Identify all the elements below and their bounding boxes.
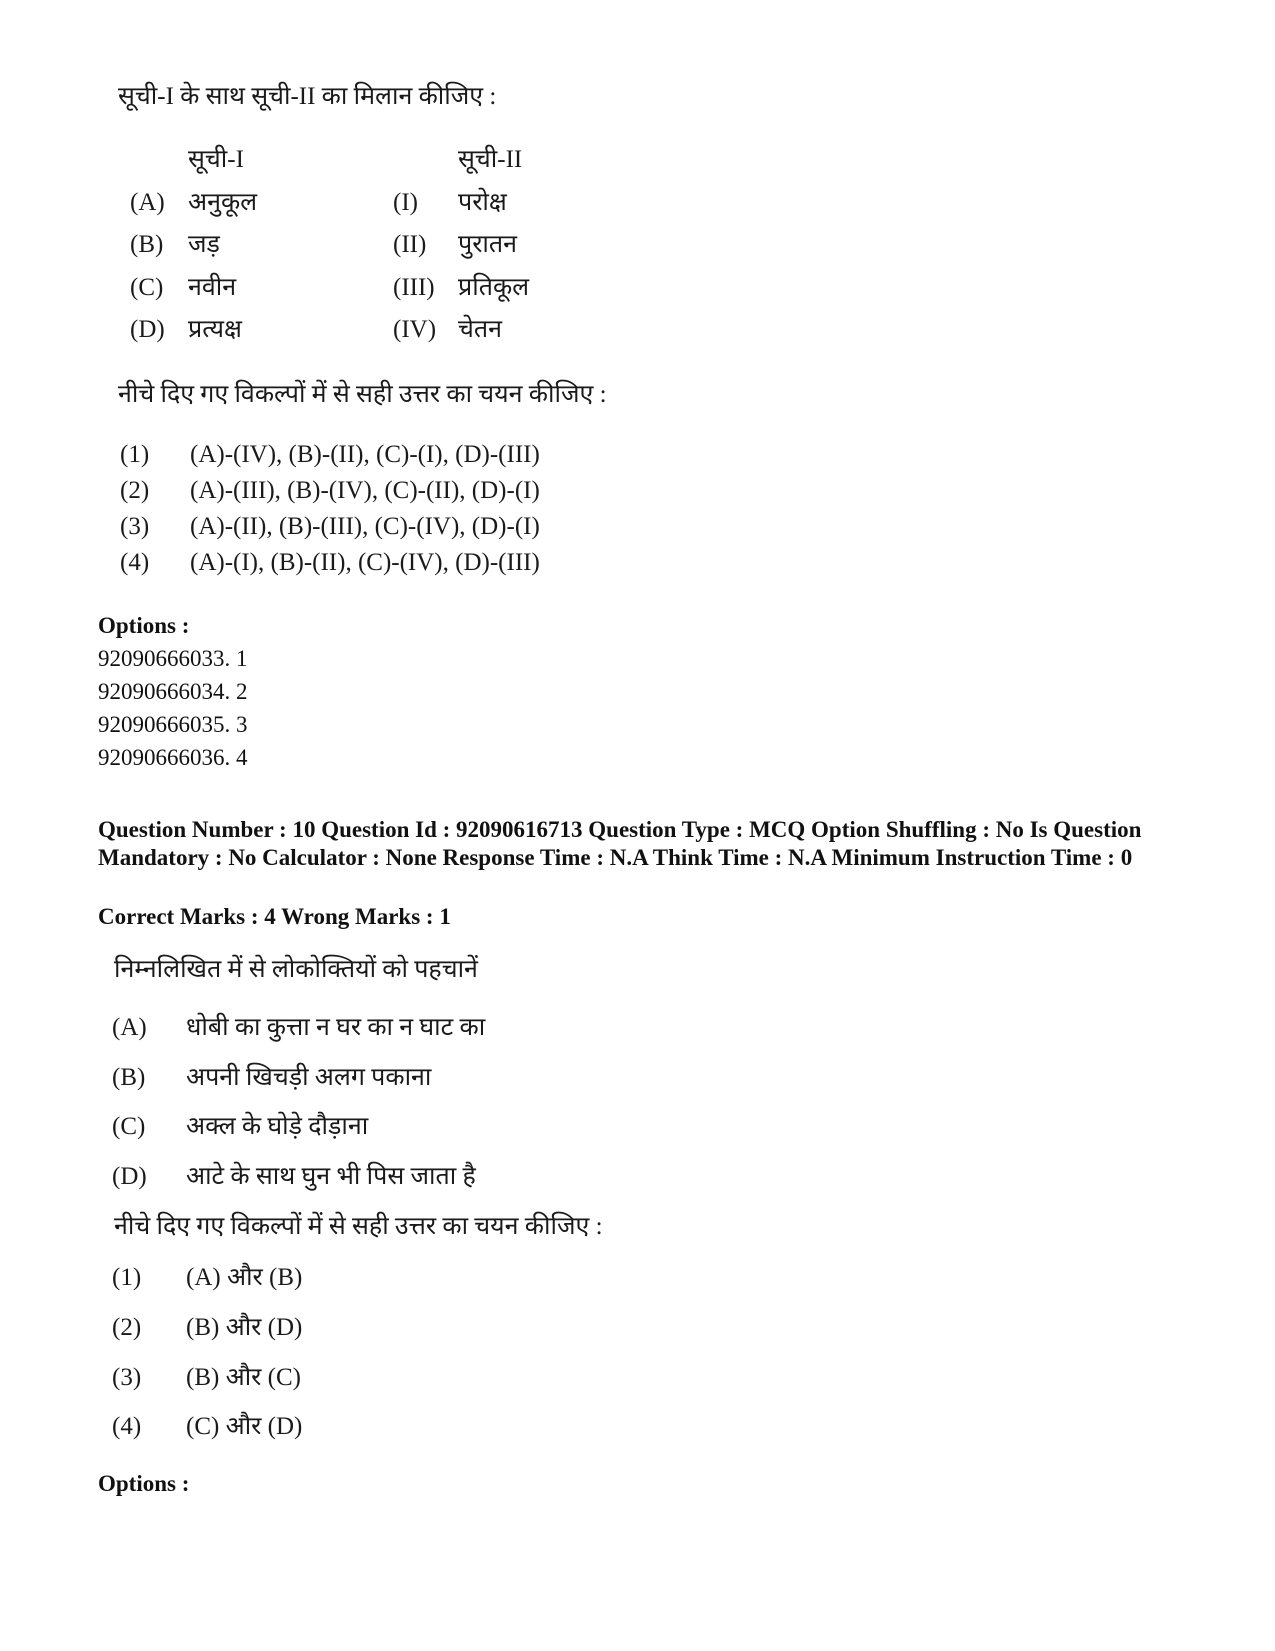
proverb-item: अक्ल के घोड़े दौड़ाना bbox=[186, 1113, 369, 1140]
list1-label: (D) bbox=[130, 316, 165, 343]
choice-number: (2) bbox=[112, 1314, 142, 1341]
q9-choose-instruction: नीचे दिए गए विकल्पों में से सही उत्तर का चयन कीजिए : bbox=[118, 381, 607, 408]
item-label: (A) bbox=[112, 1014, 147, 1041]
choice-number: (4) bbox=[120, 549, 150, 576]
choice-text: (B) और (D) bbox=[186, 1314, 303, 1341]
list1-item: प्रत्यक्ष bbox=[188, 316, 242, 343]
list1-heading: सूची-I bbox=[188, 146, 244, 173]
proverb-item: धोबी का कुत्ता न घर का न घाट का bbox=[186, 1014, 486, 1041]
proverb-item: अपनी खिचड़ी अलग पकाना bbox=[186, 1064, 432, 1091]
q9-options-label: Options : bbox=[98, 613, 190, 638]
list2-item: परोक्ष bbox=[458, 189, 507, 216]
list2-label: (I) bbox=[393, 189, 418, 216]
choice-text: (C) और (D) bbox=[186, 1413, 303, 1440]
q10-choose-instruction: नीचे दिए गए विकल्पों में से सही उत्तर का चयन कीजिए : bbox=[114, 1213, 603, 1240]
choice-number: (3) bbox=[112, 1364, 142, 1391]
list1-item: अनुकूल bbox=[188, 189, 258, 216]
option-item: 92090666036. 4 bbox=[98, 745, 248, 770]
choice-number: (1) bbox=[112, 1264, 142, 1291]
option-item: 92090666035. 3 bbox=[98, 712, 248, 737]
item-label: (C) bbox=[112, 1113, 146, 1140]
list2-item: चेतन bbox=[458, 316, 503, 343]
item-label: (B) bbox=[112, 1064, 146, 1091]
choice-number: (4) bbox=[112, 1413, 142, 1440]
choice-text: (A)-(IV), (B)-(II), (C)-(I), (D)-(III) bbox=[190, 441, 540, 468]
list1-label: (C) bbox=[130, 274, 164, 301]
q10-instruction: निम्नलिखित में से लोकोक्तियों को पहचानें bbox=[114, 956, 478, 983]
choice-text: (A)-(II), (B)-(III), (C)-(IV), (D)-(I) bbox=[190, 513, 540, 540]
list1-item: नवीन bbox=[188, 274, 237, 301]
list2-item: प्रतिकूल bbox=[458, 274, 530, 301]
option-item: 92090666033. 1 bbox=[98, 646, 248, 671]
list2-heading: सूची-II bbox=[458, 146, 523, 173]
choice-number: (3) bbox=[120, 513, 150, 540]
choice-number: (1) bbox=[120, 441, 150, 468]
item-label: (D) bbox=[112, 1163, 147, 1190]
q10-meta: Question Number : 10 Question Id : 92090616713 Question Type : MCQ Option Shuffling : No Is Question Mandatory : No Calculator : None Response Time : N.A Think Time : N.A Minimum Instruction Time : 0 bbox=[98, 817, 1142, 870]
proverb-item: आटे के साथ घुन भी पिस जाता है bbox=[186, 1163, 476, 1190]
list1-item: जड़ bbox=[188, 231, 220, 258]
list2-label: (IV) bbox=[393, 316, 437, 343]
list2-label: (II) bbox=[393, 231, 427, 258]
list1-label: (A) bbox=[130, 189, 165, 216]
list2-item: पुरातन bbox=[458, 231, 518, 258]
list1-label: (B) bbox=[130, 231, 164, 258]
q10-options-label: Options : bbox=[98, 1471, 190, 1496]
choice-text: (A) और (B) bbox=[186, 1264, 303, 1291]
choice-text: (B) और (C) bbox=[186, 1364, 301, 1391]
choice-text: (A)-(III), (B)-(IV), (C)-(II), (D)-(I) bbox=[190, 477, 540, 504]
choice-number: (2) bbox=[120, 477, 150, 504]
q9-instruction: सूची-I के साथ सूची-II का मिलान कीजिए : bbox=[118, 83, 497, 110]
list2-label: (III) bbox=[393, 274, 435, 301]
option-item: 92090666034. 2 bbox=[98, 679, 248, 704]
choice-text: (A)-(I), (B)-(II), (C)-(IV), (D)-(III) bbox=[190, 549, 540, 576]
q10-marks: Correct Marks : 4 Wrong Marks : 1 bbox=[98, 904, 451, 929]
